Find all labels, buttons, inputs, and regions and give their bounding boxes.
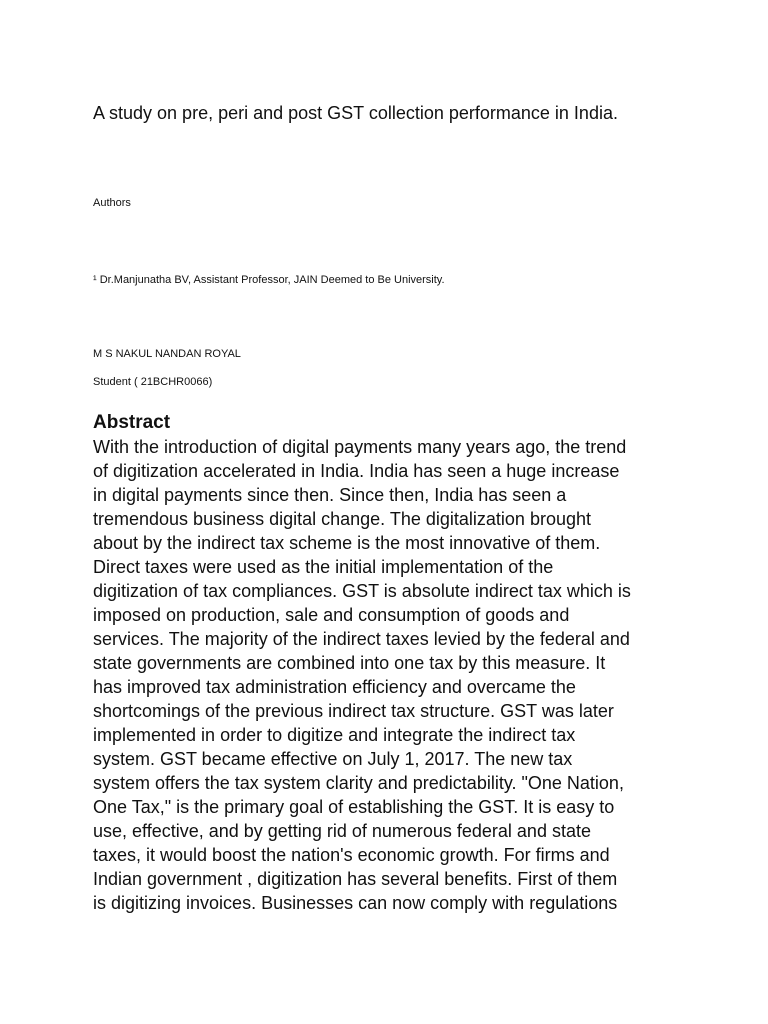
abstract-line: Indian government , digitization has several benefits. First of them	[93, 869, 618, 889]
abstract-line: implemented in order to digitize and integrate the indirect tax	[93, 725, 576, 745]
abstract-line: One Tax," is the primary goal of establishing the GST. It is easy to	[93, 797, 615, 817]
abstract-line: imposed on production, sale and consumption of goods and	[93, 605, 570, 625]
abstract-line: is digitizing invoices. Businesses can now comply with regulations	[93, 893, 618, 913]
student-id: Student ( 21BCHR0066)	[93, 376, 213, 388]
abstract-line: With the introduction of digital payments many years ago, the trend	[93, 437, 627, 457]
abstract-line: has improved tax administration efficiency and overcame the	[93, 677, 576, 697]
abstract-line: tremendous business digital change. The digitalization brought	[93, 509, 591, 529]
abstract-line: in digital payments since then. Since then, India has seen a	[93, 485, 567, 505]
abstract-line: shortcomings of the previous indirect tax structure. GST was later	[93, 701, 614, 721]
author-affiliation: ¹ Dr.Manjunatha BV, Assistant Professor, JAIN Deemed to Be University.	[93, 274, 445, 286]
abstract-line: taxes, it would boost the nation's economic growth. For firms and	[93, 845, 610, 865]
abstract-line: system offers the tax system clarity and predictability. "One Nation,	[93, 773, 624, 793]
abstract-line: about by the indirect tax scheme is the most innovative of them.	[93, 533, 601, 553]
abstract-line: digitization of tax compliances. GST is absolute indirect tax which is	[93, 581, 631, 601]
abstract-line: use, effective, and by getting rid of numerous federal and state	[93, 821, 591, 841]
paper-title: A study on pre, peri and post GST collection performance in India.	[93, 103, 618, 123]
abstract-line: state governments are combined into one tax by this measure. It	[93, 653, 606, 673]
authors-label: Authors	[93, 197, 131, 209]
abstract-line: Direct taxes were used as the initial implementation of the	[93, 557, 554, 577]
abstract-line: system. GST became effective on July 1, 2017. The new tax	[93, 749, 573, 769]
abstract-heading: Abstract	[93, 412, 171, 433]
student-name: M S NAKUL NANDAN ROYAL	[93, 348, 241, 360]
abstract-body	[93, 435, 693, 915]
abstract-line: services. The majority of the indirect taxes levied by the federal and	[93, 629, 630, 649]
abstract-line: of digitization accelerated in India. India has seen a huge increase	[93, 461, 620, 481]
